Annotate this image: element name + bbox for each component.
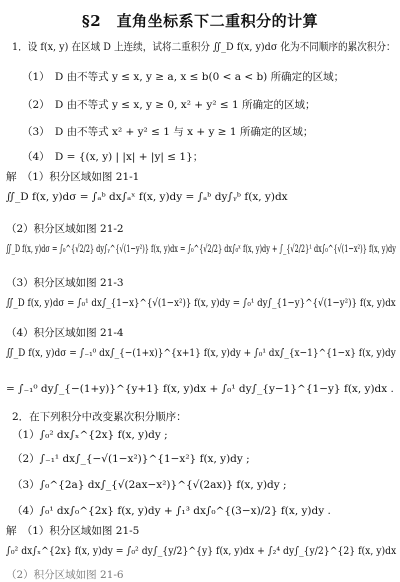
- text-line-fig2: （2）积分区域如图 21-2: [6, 223, 124, 235]
- text-line-q1-2: （2） D 由不等式 y ≤ x, y ≥ 0, x² + y² ≤ 1 所确定的区域；: [22, 99, 316, 111]
- text-line-q2: 2．在下列积分中改变累次积分顺序：: [12, 411, 187, 423]
- text-line-sol4b: = ∫₋₁⁰ dy∫_{−(1+y)}^{y+1} f(x, y)dx + ∫₀¹ dy∫_{y−1}^{1−y} f(x, y)dx .: [6, 383, 394, 395]
- text-line-fig4: （4）积分区域如图 21-4: [6, 327, 124, 339]
- text-line-fig3: （3）积分区域如图 21-3: [6, 277, 124, 289]
- text-line-q1-4: （4） D = {(x, y) | |x| + |y| ≤ 1}；: [22, 151, 204, 163]
- text-line-q2-1: （1）∫₀² dx∫ₓ^{2x} f(x, y)dy ;: [12, 429, 168, 441]
- text-line-q1-3: （3） D 由不等式 x² + y² ≤ 1 与 x + y ≥ 1 所确定的区域；: [22, 126, 314, 138]
- text-line-q2-2: （2）∫₋₁¹ dx∫_{−√(1−x²)}^{1−x²} f(x, y)dy ;: [12, 453, 250, 465]
- text-line-q2-4: （4）∫₀¹ dx∫₀^{2x} f(x, y)dy + ∫₁³ dx∫₀^{(3−x)/2} f(x, y)dy .: [12, 505, 331, 517]
- text-line-sol2-fig: 解 （1）积分区域如图 21-5: [6, 525, 140, 537]
- text-line-sol2: ∬_D f(x, y)dσ = ∫₀^{√2/2} dy∫ᵧ^{√(1−y²)} f(x, y)dx = ∫₀^{√2/2} dx∫₀ˣ f(x, y)dy + ∫_{√2/2}¹ dx∫₀^{√(1−x²)} f(x, y)dy: [6, 243, 396, 255]
- text-line-q1-1: （1） D 由不等式 y ≤ x, y ≥ a, x ≤ b(0 < a < b) 所确定的区域；: [22, 71, 345, 83]
- text-line-sol3: ∬_D f(x, y)dσ = ∫₀¹ dx∫_{1−x}^{√(1−x²)} f(x, y)dy = ∫₀¹ dy∫_{1−y}^{√(1−y²)} f(x, y)dx: [6, 297, 396, 309]
- text-line-cut: （2）积分区域如图 21-6: [6, 569, 124, 581]
- text-line-sol: 解 （1）积分区域如图 21-1: [6, 171, 140, 183]
- text-line-sol4a: ∬_D f(x, y)dσ = ∫₋₁⁰ dx∫_{−(1+x)}^{x+1} f(x, y)dy + ∫₀¹ dx∫_{x−1}^{1−x} f(x, y)dy: [6, 347, 396, 359]
- page-title: §2 直角坐标系下二重积分的计算: [81, 12, 319, 30]
- text-line-sol2-1: ∫₀² dx∫ₓ^{2x} f(x, y)dy = ∫₀² dy∫_{y/2}^{y} f(x, y)dx + ∫₂⁴ dy∫_{y/2}^{2} f(x, y)dx: [6, 545, 397, 557]
- text-line-q2-3: （3）∫₀^{2a} dx∫_{√(2ax−x²)}^{√(2ax)} f(x, y)dy ;: [12, 479, 287, 491]
- text-line-sol1: ∬_D f(x, y)dσ = ∫ₐᵇ dx∫ₐˣ f(x, y)dy = ∫ₐᵇ dy∫ᵧᵇ f(x, y)dx: [6, 191, 288, 203]
- text-line-q1: 1．设 f(x, y) 在区域 D 上连续，试将二重积分 ∬_D f(x, y)dσ 化为不同顺序的累次积分：: [12, 41, 396, 53]
